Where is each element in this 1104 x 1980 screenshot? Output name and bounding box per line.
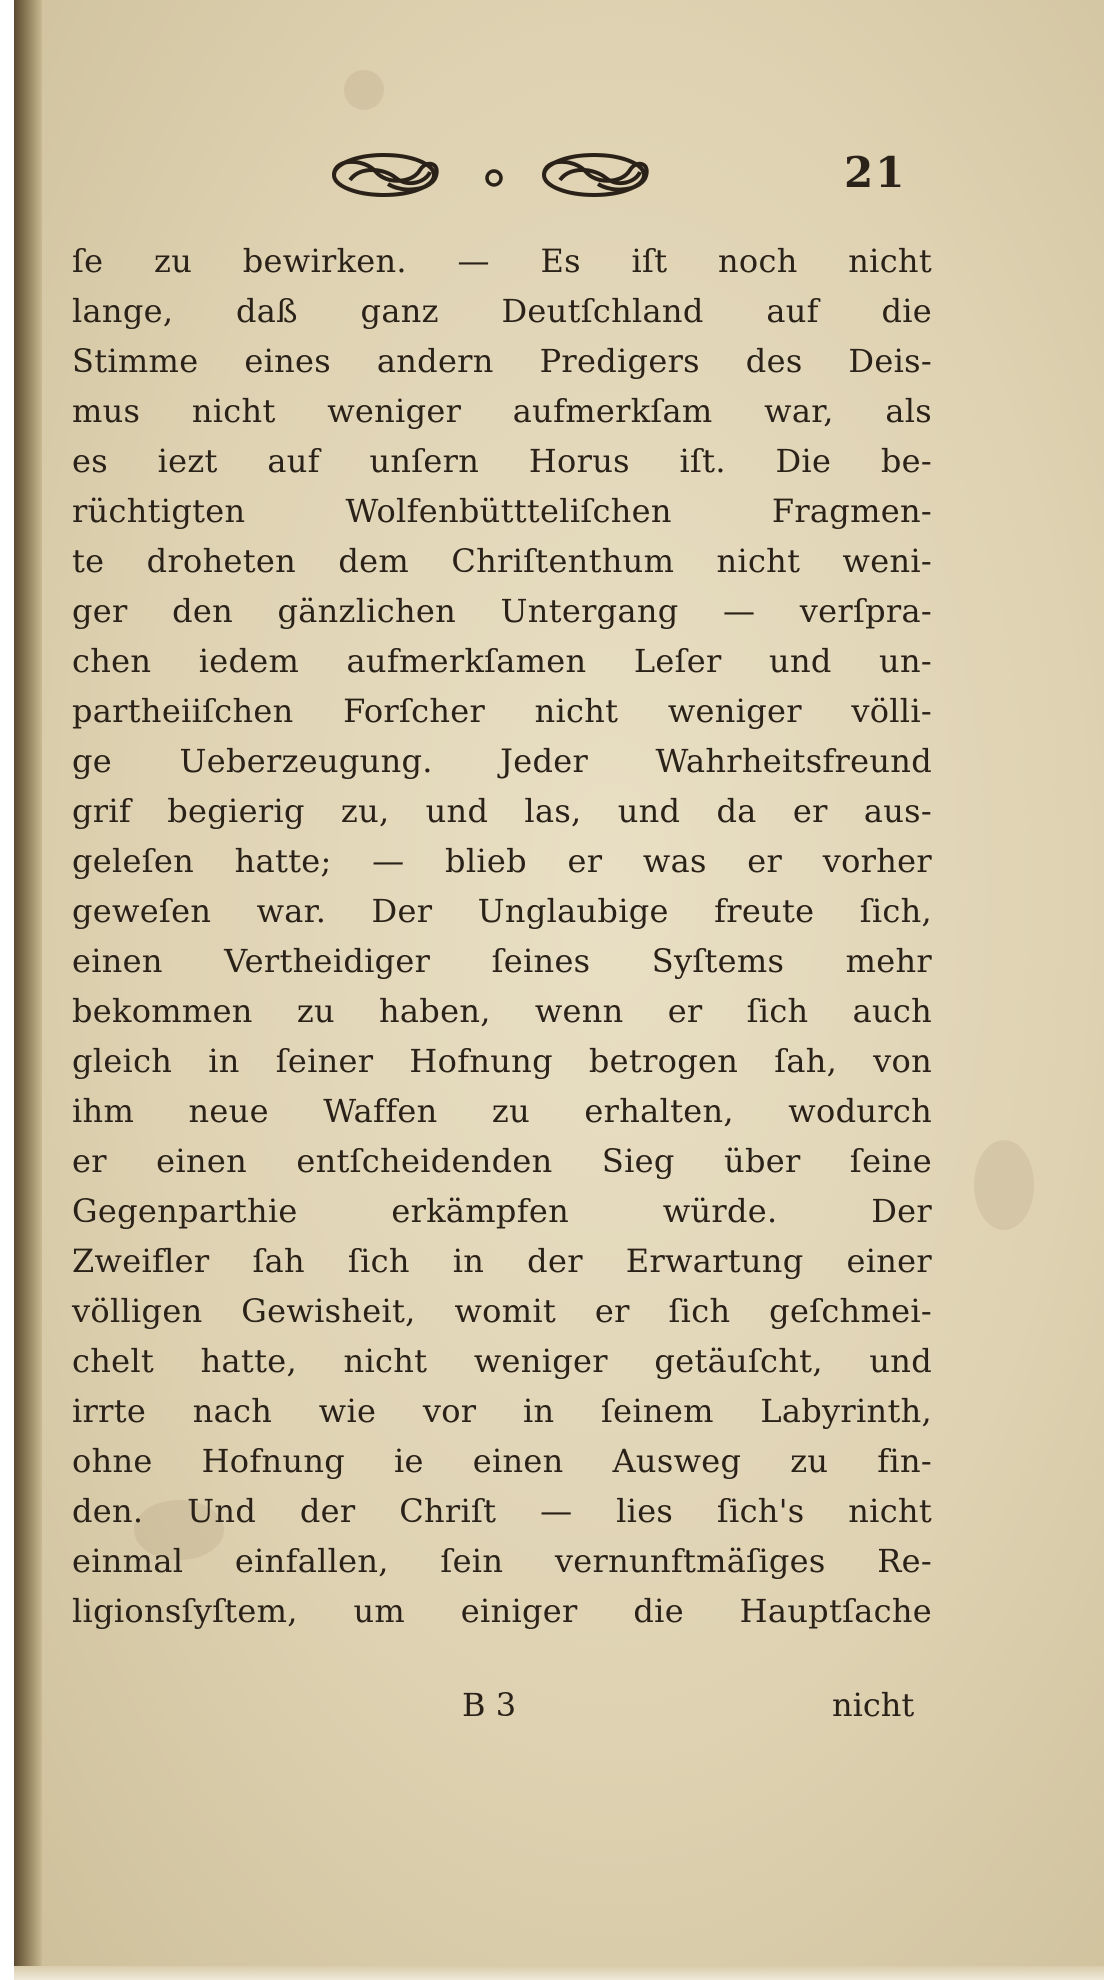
page-bottom-edge — [14, 1966, 1104, 1980]
scanned-book-page — [14, 0, 1104, 1980]
body-text — [72, 236, 932, 1636]
text-line: mus nicht weniger aufmerkſam war, als — [72, 392, 932, 430]
text-line: ohne Hofnung ie einen Ausweg zu fin- — [72, 1442, 932, 1480]
text-line: ihm neue Waffen zu erhalten, wodurch — [72, 1092, 932, 1130]
text-line: chen iedem aufmerkſamen Leſer und un- — [72, 642, 932, 680]
text-line: gleich in ſeiner Hofnung betrogen ſah, von — [72, 1042, 932, 1080]
text-line: den. Und der Chriſt — lies ſich's nicht — [72, 1492, 932, 1530]
text-line: ſe zu bewirken. — Es iſt noch nicht — [72, 242, 932, 280]
catchword: nicht — [832, 1686, 915, 1724]
signature-mark: B 3 — [462, 1686, 517, 1724]
text-line: es iezt auf unſern Horus iſt. Die be- — [72, 442, 932, 480]
text-line: partheiiſchen Forſcher nicht weniger völli- — [72, 692, 932, 730]
text-line: völligen Gewisheit, womit er ſich geſchmei- — [72, 1292, 932, 1330]
text-line: Gegenparthie erkämpfen würde. Der — [72, 1192, 932, 1230]
text-line: lange, daß ganz Deutſchland auf die — [72, 292, 932, 330]
paper-stain — [344, 70, 384, 110]
ornament-icon — [324, 150, 664, 200]
text-line: bekommen zu haben, wenn er ſich auch — [72, 992, 932, 1030]
text-line: ligionsſyſtem, um einiger die Hauptſache — [72, 1592, 932, 1630]
text-line: einmal einfallen, ſein vernunftmäſiges Re- — [72, 1542, 932, 1580]
text-line: ger den gänzlichen Untergang — verſpra- — [72, 592, 932, 630]
text-line: rüchtigten Wolfenbüttteliſchen Fragmen- — [72, 492, 932, 530]
text-line: Stimme eines andern Predigers des Deis- — [72, 342, 932, 380]
paper-stain — [974, 1140, 1034, 1230]
text-line: ge Ueberzeugung. Jeder Wahrheitsfreund — [72, 742, 932, 780]
text-line: einen Vertheidiger ſeines Syſtems mehr — [72, 942, 932, 980]
page-number: 21 — [844, 148, 907, 197]
page-footer — [14, 1680, 1104, 1730]
text-line: grif begierig zu, und las, und da er aus- — [72, 792, 932, 830]
text-line: er einen entſcheidenden Sieg über ſeine — [72, 1142, 932, 1180]
text-line: te droheten dem Chriſtenthum nicht weni- — [72, 542, 932, 580]
text-line: Zweifler ſah ſich in der Erwartung einer — [72, 1242, 932, 1280]
page-header — [14, 140, 1104, 210]
text-line: irrte nach wie vor in ſeinem Labyrinth, — [72, 1392, 932, 1430]
text-line: chelt hatte, nicht weniger getäuſcht, und — [72, 1342, 932, 1380]
text-line: geweſen war. Der Unglaubige freute ſich, — [72, 892, 932, 930]
text-line: geleſen hatte; — blieb er was er vorher — [72, 842, 932, 880]
